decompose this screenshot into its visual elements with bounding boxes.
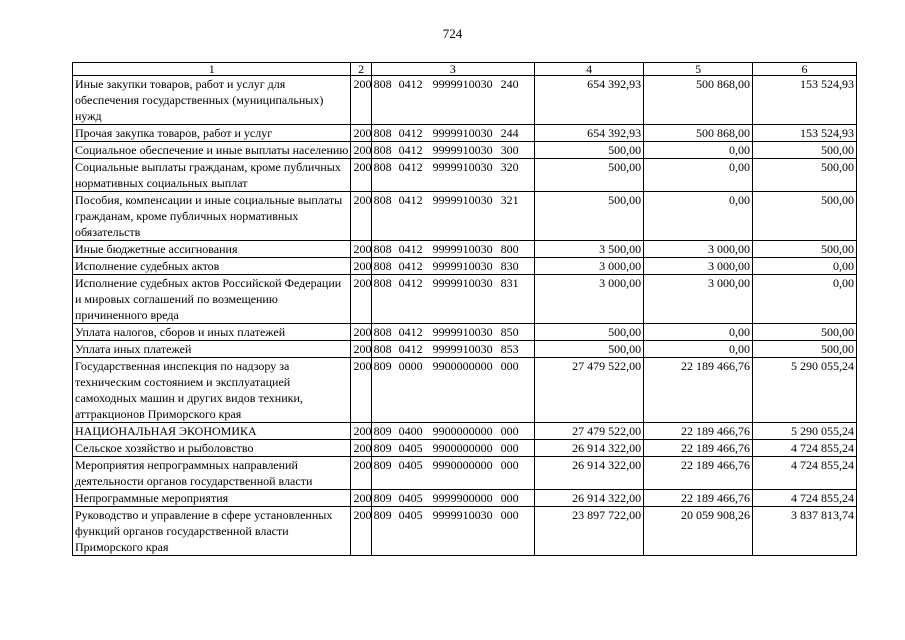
row-value-col4: 3 500,00 xyxy=(535,241,644,258)
row-value-col5: 3 000,00 xyxy=(644,275,753,324)
code-target: 9999910030 xyxy=(432,193,493,207)
column-header-5: 5 xyxy=(644,63,753,76)
row-value-col4: 500,00 xyxy=(535,324,644,341)
row-value-col6: 0,00 xyxy=(753,275,857,324)
row-value-col4: 654 392,93 xyxy=(535,125,644,142)
code-type: 000 xyxy=(500,441,519,455)
code-target: 9999910030 xyxy=(432,160,493,174)
row-value-col4: 500,00 xyxy=(535,192,644,241)
code-type: 853 xyxy=(500,342,519,356)
code-ministry: 809 xyxy=(373,424,392,438)
row-value-col5: 22 189 466,76 xyxy=(644,490,753,507)
code-target: 9999910030 xyxy=(432,342,493,356)
table-row xyxy=(73,507,857,556)
code-section: 0412 xyxy=(398,126,423,140)
row-name: Пособия, компенсации и иные социальные выплаты гражданам, кроме публичных нормативных обязательств xyxy=(73,192,351,241)
table-row xyxy=(73,490,857,507)
row-name: НАЦИОНАЛЬНАЯ ЭКОНОМИКА xyxy=(73,423,351,440)
code-ministry: 808 xyxy=(373,325,392,339)
row-value-col5: 22 189 466,76 xyxy=(644,457,753,490)
code-type: 800 xyxy=(500,242,519,256)
row-code-col2: 200 xyxy=(351,192,371,241)
code-ministry: 808 xyxy=(373,160,392,174)
row-value-col5: 22 189 466,76 xyxy=(644,423,753,440)
code-ministry: 808 xyxy=(373,193,392,207)
code-section: 0412 xyxy=(398,242,423,256)
code-target: 9999910030 xyxy=(432,276,493,290)
code-section: 0412 xyxy=(398,342,423,356)
table-row xyxy=(73,125,857,142)
code-target: 9999910030 xyxy=(432,325,493,339)
code-target: 9900000000 xyxy=(432,424,493,438)
code-section: 0400 xyxy=(398,424,423,438)
code-type: 320 xyxy=(500,160,519,174)
row-value-col4: 3 000,00 xyxy=(535,258,644,275)
row-code-col2: 200 xyxy=(351,275,371,324)
code-section: 0405 xyxy=(398,441,423,455)
row-classification-code xyxy=(371,76,534,125)
code-section: 0412 xyxy=(398,160,423,174)
row-value-col5: 3 000,00 xyxy=(644,241,753,258)
row-code-col2: 200 xyxy=(351,142,371,159)
row-value-col5: 20 059 908,26 xyxy=(644,507,753,556)
code-ministry: 808 xyxy=(373,143,392,157)
header-row xyxy=(73,63,857,76)
row-value-col4: 27 479 522,00 xyxy=(535,358,644,423)
code-ministry: 808 xyxy=(373,276,392,290)
row-code-col2: 200 xyxy=(351,423,371,440)
code-ministry: 809 xyxy=(373,441,392,455)
row-value-col6: 0,00 xyxy=(753,258,857,275)
code-target: 9999900000 xyxy=(432,491,493,505)
column-header-3: 3 xyxy=(371,63,534,76)
row-code-col2: 200 xyxy=(351,457,371,490)
row-value-col4: 23 897 722,00 xyxy=(535,507,644,556)
row-value-col6: 3 837 813,74 xyxy=(753,507,857,556)
row-value-col4: 26 914 322,00 xyxy=(535,440,644,457)
code-type: 000 xyxy=(500,424,519,438)
code-type: 000 xyxy=(500,359,519,373)
code-section: 0412 xyxy=(398,143,423,157)
row-value-col6: 153 524,93 xyxy=(753,125,857,142)
row-name: Прочая закупка товаров, работ и услуг xyxy=(73,125,351,142)
row-classification-code xyxy=(371,358,534,423)
row-value-col4: 26 914 322,00 xyxy=(535,457,644,490)
code-target: 9999910030 xyxy=(432,143,493,157)
table-row xyxy=(73,275,857,324)
code-type: 321 xyxy=(500,193,519,207)
code-target: 9999910030 xyxy=(432,508,493,522)
code-section: 0405 xyxy=(398,458,423,472)
row-name: Сельское хозяйство и рыболовство xyxy=(73,440,351,457)
row-value-col5: 0,00 xyxy=(644,142,753,159)
page-number: 724 xyxy=(442,26,463,41)
row-code-col2: 200 xyxy=(351,358,371,423)
row-classification-code xyxy=(371,258,534,275)
table-row xyxy=(73,324,857,341)
row-classification-code xyxy=(371,125,534,142)
row-name: Иные бюджетные ассигнования xyxy=(73,241,351,258)
code-type: 244 xyxy=(500,126,519,140)
row-code-col2: 200 xyxy=(351,159,371,192)
code-section: 0412 xyxy=(398,193,423,207)
row-classification-code xyxy=(371,341,534,358)
row-value-col4: 500,00 xyxy=(535,341,644,358)
row-value-col5: 0,00 xyxy=(644,192,753,241)
row-value-col6: 500,00 xyxy=(753,192,857,241)
code-target: 9999910030 xyxy=(432,259,493,273)
row-value-col6: 500,00 xyxy=(753,324,857,341)
row-value-col6: 4 724 855,24 xyxy=(753,490,857,507)
code-section: 0412 xyxy=(398,77,423,91)
row-value-col4: 500,00 xyxy=(535,159,644,192)
row-code-col2: 200 xyxy=(351,324,371,341)
row-value-col5: 22 189 466,76 xyxy=(644,358,753,423)
code-target: 9999910030 xyxy=(432,242,493,256)
table-row xyxy=(73,241,857,258)
row-name: Исполнение судебных актов Российской Федерации и мировых соглашений по возмещению причиненного вреда xyxy=(73,275,351,324)
code-ministry: 809 xyxy=(373,458,392,472)
code-section: 0405 xyxy=(398,508,423,522)
table-row xyxy=(73,76,857,125)
row-classification-code xyxy=(371,490,534,507)
row-name: Непрограммные мероприятия xyxy=(73,490,351,507)
row-classification-code xyxy=(371,457,534,490)
row-code-col2: 200 xyxy=(351,241,371,258)
row-value-col6: 5 290 055,24 xyxy=(753,423,857,440)
code-target: 9900000000 xyxy=(432,441,493,455)
code-type: 830 xyxy=(500,259,519,273)
code-type: 000 xyxy=(500,508,519,522)
code-target: 9990000000 xyxy=(432,458,493,472)
row-classification-code xyxy=(371,142,534,159)
column-header-1: 1 xyxy=(73,63,351,76)
code-ministry: 808 xyxy=(373,126,392,140)
row-value-col4: 3 000,00 xyxy=(535,275,644,324)
code-section: 0412 xyxy=(398,259,423,273)
table-row xyxy=(73,192,857,241)
table-row xyxy=(73,423,857,440)
row-code-col2: 200 xyxy=(351,258,371,275)
code-ministry: 808 xyxy=(373,342,392,356)
row-name: Государственная инспекция по надзору за техническим состоянием и эксплуатацией самоходных машин и других видов техники, аттракционов Приморского края xyxy=(73,358,351,423)
table-row xyxy=(73,457,857,490)
row-value-col5: 22 189 466,76 xyxy=(644,440,753,457)
code-section: 0405 xyxy=(398,491,423,505)
row-code-col2: 200 xyxy=(351,490,371,507)
row-classification-code xyxy=(371,507,534,556)
row-code-col2: 200 xyxy=(351,76,371,125)
row-value-col5: 0,00 xyxy=(644,324,753,341)
code-type: 000 xyxy=(500,491,519,505)
row-classification-code xyxy=(371,241,534,258)
budget-table xyxy=(72,62,857,556)
row-classification-code xyxy=(371,423,534,440)
row-name: Социальное обеспечение и иные выплаты населению xyxy=(73,142,351,159)
table-row xyxy=(73,440,857,457)
row-classification-code xyxy=(371,324,534,341)
row-code-col2: 200 xyxy=(351,125,371,142)
code-target: 9999910030 xyxy=(432,126,493,140)
code-target: 9900000000 xyxy=(432,359,493,373)
code-ministry: 809 xyxy=(373,359,392,373)
table-row xyxy=(73,258,857,275)
row-value-col5: 0,00 xyxy=(644,159,753,192)
row-name: Уплата налогов, сборов и иных платежей xyxy=(73,324,351,341)
table-row xyxy=(73,142,857,159)
row-name: Иные закупки товаров, работ и услуг для обеспечения государственных (муниципальных) нужд xyxy=(73,76,351,125)
code-ministry: 808 xyxy=(373,77,392,91)
column-header-4: 4 xyxy=(535,63,644,76)
row-value-col4: 26 914 322,00 xyxy=(535,490,644,507)
row-classification-code xyxy=(371,440,534,457)
row-name: Социальные выплаты гражданам, кроме публичных нормативных социальных выплат xyxy=(73,159,351,192)
row-name: Мероприятия непрограммных направлений деятельности органов государственной власти xyxy=(73,457,351,490)
code-section: 0412 xyxy=(398,276,423,290)
row-classification-code xyxy=(371,159,534,192)
code-target: 9999910030 xyxy=(432,77,493,91)
row-value-col6: 4 724 855,24 xyxy=(753,457,857,490)
code-ministry: 808 xyxy=(373,242,392,256)
row-classification-code xyxy=(371,275,534,324)
row-name: Уплата иных платежей xyxy=(73,341,351,358)
row-name: Руководство и управление в сфере установленных функций органов государственной власти Приморского края xyxy=(73,507,351,556)
row-code-col2: 200 xyxy=(351,440,371,457)
row-value-col4: 500,00 xyxy=(535,142,644,159)
code-type: 850 xyxy=(500,325,519,339)
table-row xyxy=(73,358,857,423)
row-value-col6: 5 290 055,24 xyxy=(753,358,857,423)
row-value-col6: 500,00 xyxy=(753,241,857,258)
code-section: 0412 xyxy=(398,325,423,339)
row-value-col6: 153 524,93 xyxy=(753,76,857,125)
code-ministry: 808 xyxy=(373,259,392,273)
row-value-col4: 654 392,93 xyxy=(535,76,644,125)
row-value-col6: 500,00 xyxy=(753,341,857,358)
column-header-2: 2 xyxy=(351,63,371,76)
row-classification-code xyxy=(371,192,534,241)
row-value-col5: 3 000,00 xyxy=(644,258,753,275)
row-code-col2: 200 xyxy=(351,507,371,556)
table-row xyxy=(73,341,857,358)
code-ministry: 809 xyxy=(373,508,392,522)
code-type: 300 xyxy=(500,143,519,157)
row-value-col5: 0,00 xyxy=(644,341,753,358)
code-type: 000 xyxy=(500,458,519,472)
column-header-6: 6 xyxy=(753,63,857,76)
row-value-col6: 500,00 xyxy=(753,142,857,159)
row-name: Исполнение судебных актов xyxy=(73,258,351,275)
code-ministry: 809 xyxy=(373,491,392,505)
row-value-col6: 4 724 855,24 xyxy=(753,440,857,457)
table-row xyxy=(73,159,857,192)
table-body xyxy=(73,76,857,556)
row-value-col5: 500 868,00 xyxy=(644,125,753,142)
row-value-col5: 500 868,00 xyxy=(644,76,753,125)
row-value-col4: 27 479 522,00 xyxy=(535,423,644,440)
code-type: 240 xyxy=(500,77,519,91)
row-code-col2: 200 xyxy=(351,341,371,358)
code-type: 831 xyxy=(500,276,519,290)
code-section: 0000 xyxy=(398,359,423,373)
row-value-col6: 500,00 xyxy=(753,159,857,192)
